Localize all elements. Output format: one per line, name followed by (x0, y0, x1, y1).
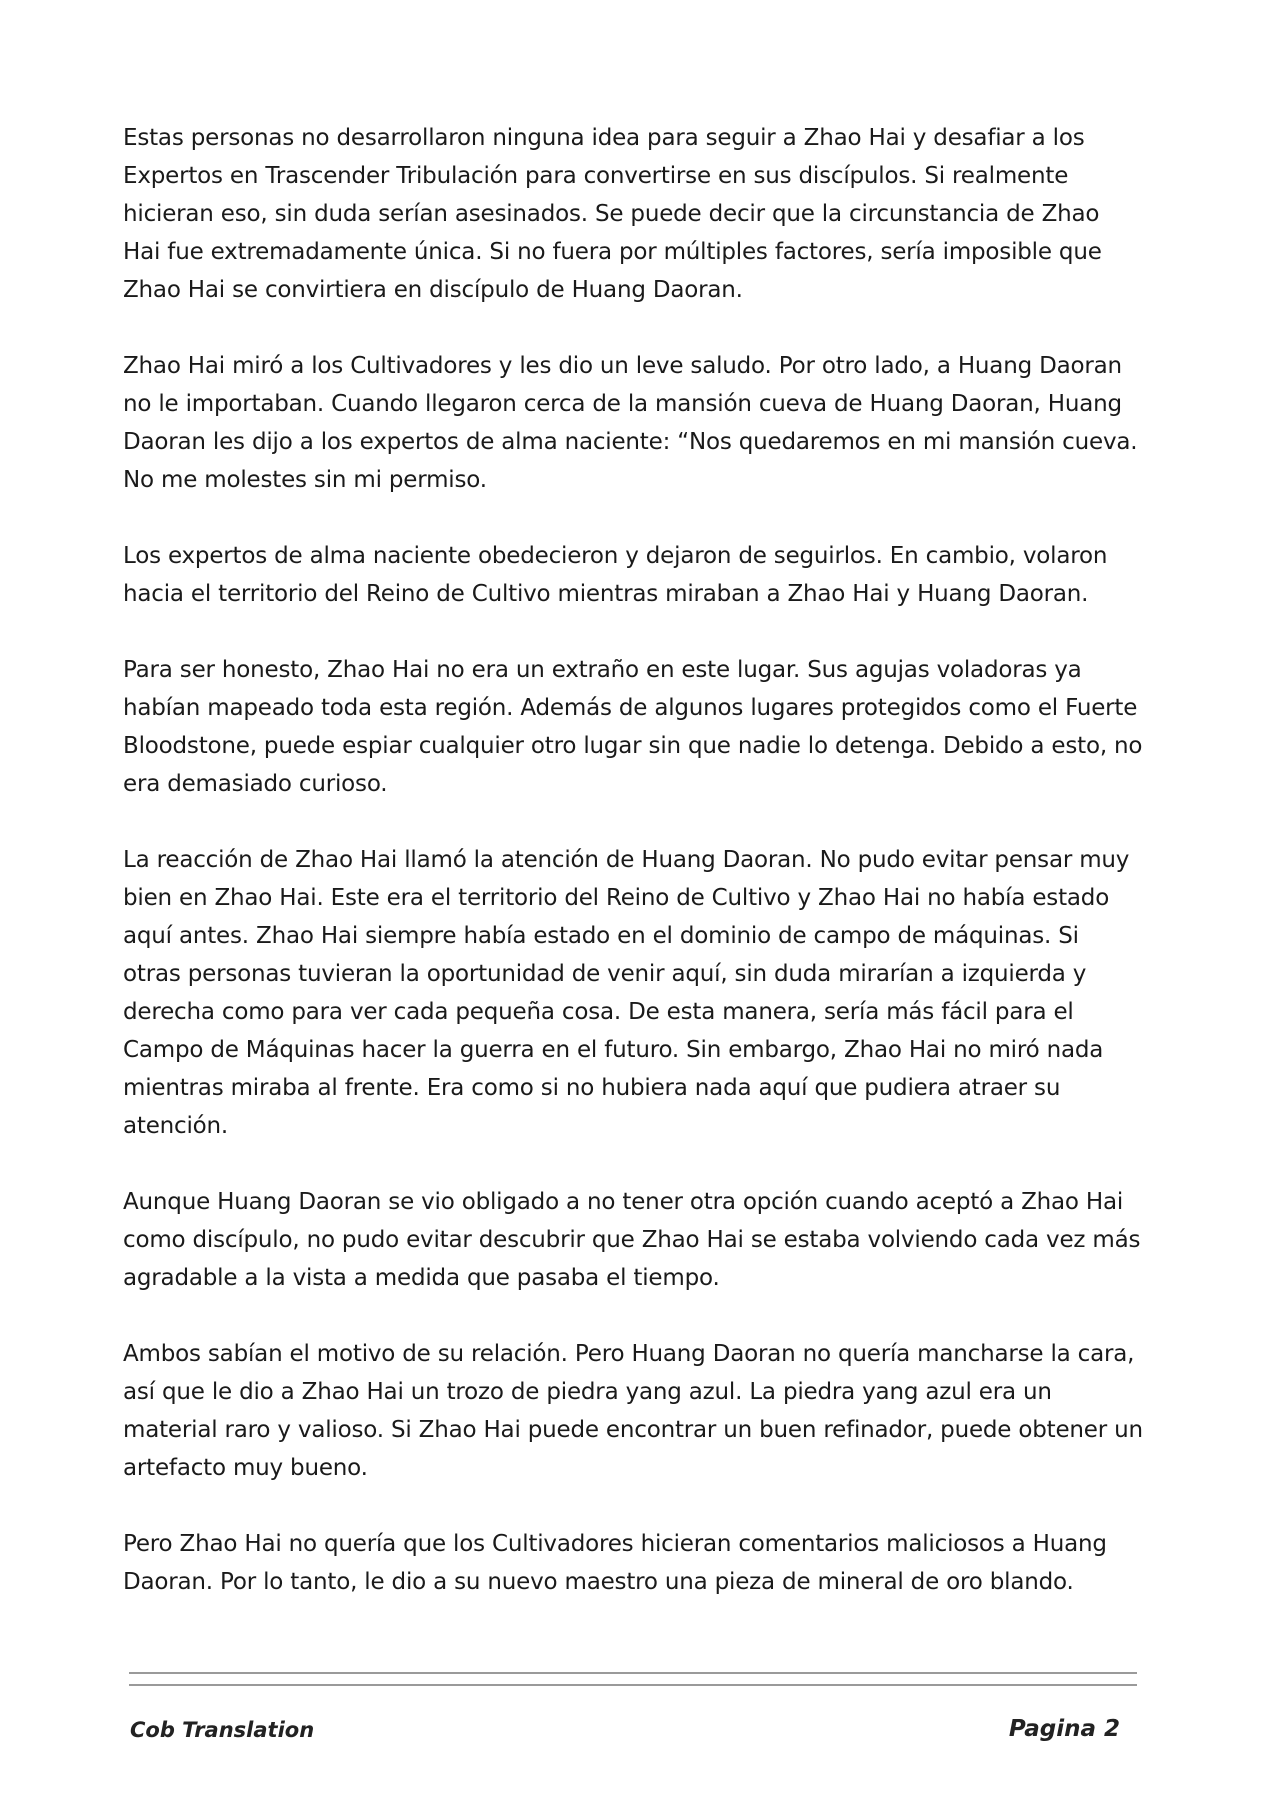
paragraph: Aunque Huang Daoran se vio obligado a no tener otra opción cuando aceptó a Zhao Hai como discípulo, no pudo evitar descubrir que Zhao Hai se estaba volviendo cada vez más agradable a la vista a medida que pasaba el tiempo. (123, 1189, 1141, 1291)
paragraph: Estas personas no desarrollaron ninguna idea para seguir a Zhao Hai y desafiar a los Expertos en Trascender Tribulación para convertirse en sus discípulos. Si realmente hicieran eso, sin duda serían asesinados. Se puede decir que la circunstancia de Zhao Hai fue extremadamente única. Si no fuera por múltiples factores, sería imposible que Zhao Hai se convirtiera en discípulo de Huang Daoran. (123, 125, 1102, 303)
paragraph: Pero Zhao Hai no quería que los Cultivadores hicieran comentarios maliciosos a Huang Daoran. Por lo tanto, le dio a su nuevo maestro una pieza de mineral de oro blando. (123, 1531, 1107, 1595)
paragraph: La reacción de Zhao Hai llamó la atención de Huang Daoran. No pudo evitar pensar muy bien en Zhao Hai. Este era el territorio del Reino de Cultivo y Zhao Hai no había estado aquí antes. Zhao Hai siempre había estado en el dominio de campo de máquinas. Si otras personas tuvieran la oportunidad de venir aquí, sin duda mirarían a izquierda y derecha como para ver cada pequeña cosa. De esta manera, sería más fácil para el Campo de Máquinas hacer la guerra en el futuro. Sin embargo, Zhao Hai no miró nada mientras miraba al frente. Era como si no hubiera nada aquí que pudiera atraer su atención. (123, 847, 1130, 1139)
paragraph: Los expertos de alma naciente obedecieron y dejaron de seguirlos. En cambio, volaron hacia el territorio del Reino de Cultivo mientras miraban a Zhao Hai y Huang Daoran. (123, 543, 1108, 607)
footer-divider-bottom (129, 1684, 1137, 1686)
paragraph: Ambos sabían el motivo de su relación. Pero Huang Daoran no quería mancharse la cara, así que le dio a Zhao Hai un trozo de piedra yang azul. La piedra yang azul era un material raro y valioso. Si Zhao Hai puede encontrar un buen refinador, puede obtener un artefacto muy bueno. (123, 1341, 1143, 1481)
footer-page-number: Pagina 2 (1008, 1716, 1120, 1742)
paragraph: Zhao Hai miró a los Cultivadores y les dio un leve saludo. Por otro lado, a Huang Daoran no le importaban. Cuando llegaron cerca de la mansión cueva de Huang Daoran, Huang Daoran les dijo a los expertos de alma naciente: “Nos quedaremos en mi mansión cueva. No me molestes sin mi permiso. (123, 353, 1138, 493)
paragraph: Para ser honesto, Zhao Hai no era un extraño en este lugar. Sus agujas voladoras ya habían mapeado toda esta región. Además de algunos lugares protegidos como el Fuerte Bloodstone, puede espiar cualquier otro lugar sin que nadie lo detenga. Debido a esto, no era demasiado curioso. (123, 657, 1143, 797)
footer-translator-credit: Cob Translation (130, 1718, 315, 1742)
footer-divider-top (129, 1672, 1137, 1674)
document-body (123, 119, 1143, 1639)
